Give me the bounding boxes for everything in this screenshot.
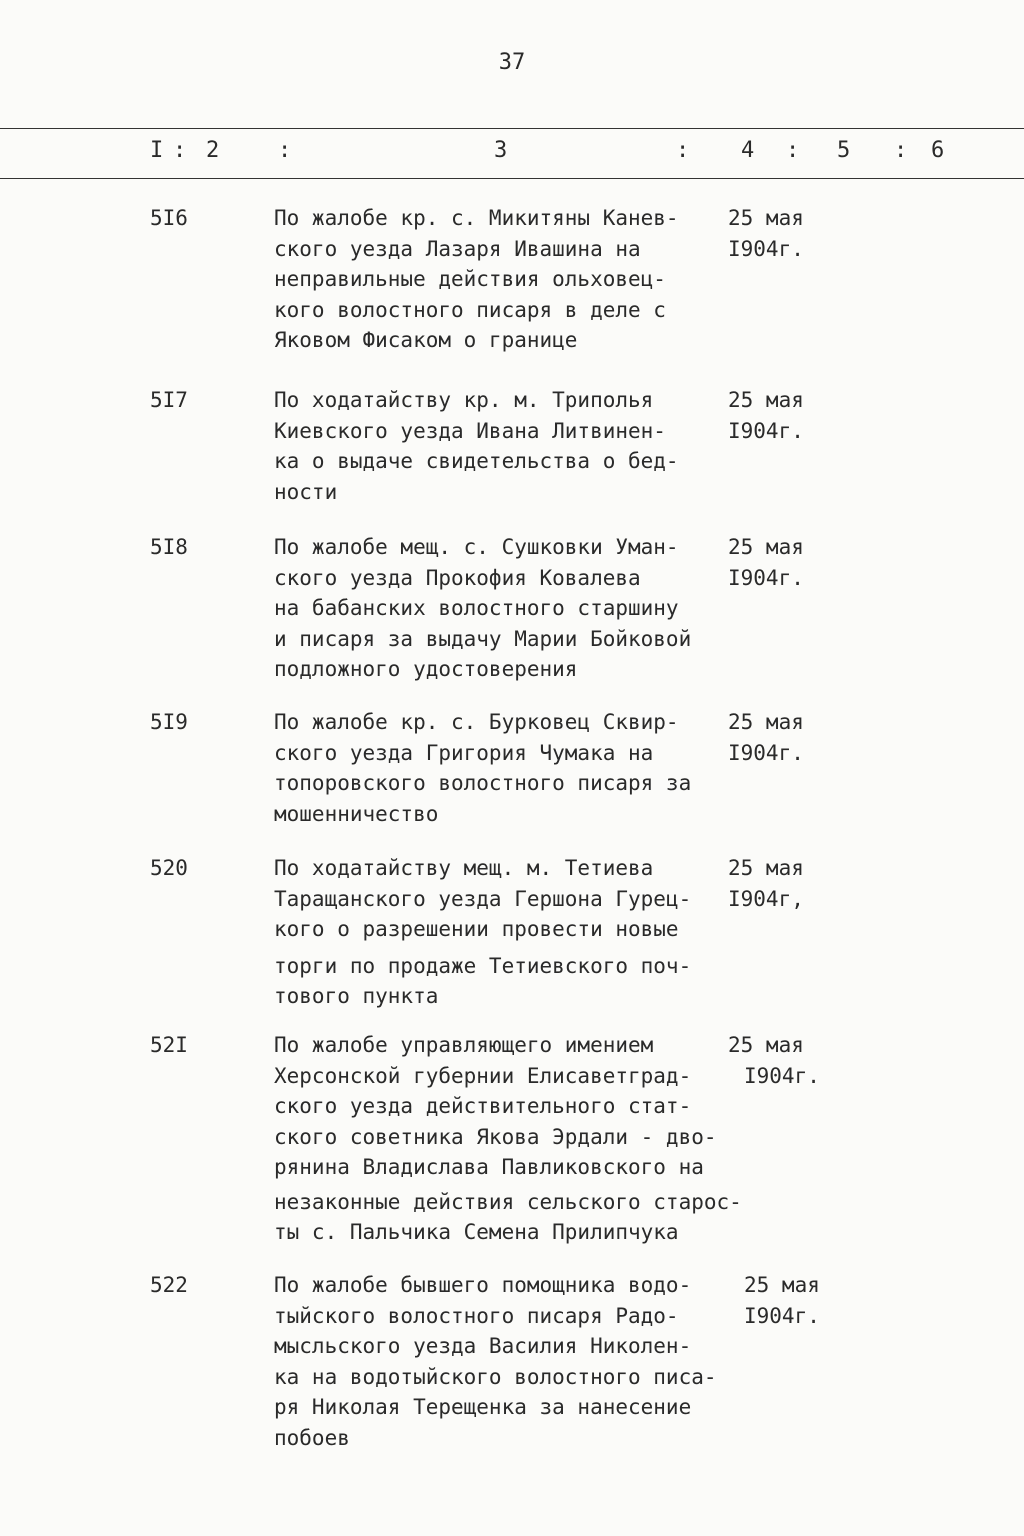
entry-description xyxy=(274,853,744,1012)
entry-date xyxy=(728,532,848,593)
header-col-1: I xyxy=(150,138,164,163)
description-line: ского уезда Лазаря Ивашина на xyxy=(274,236,641,261)
table-row xyxy=(0,1030,1024,1250)
description-line: на бабанских волостного старшину xyxy=(274,596,679,620)
description-line: Яковом Фисаком о границе xyxy=(274,328,578,352)
description-line: ка о выдаче свидетельства о бед- xyxy=(274,449,679,473)
table-row xyxy=(0,532,1024,687)
header-separator: : xyxy=(278,138,292,163)
entry-number: 5I9 xyxy=(150,710,188,734)
description-line: незаконные действия сельского старос- xyxy=(274,1189,742,1214)
entry-number: 52I xyxy=(150,1033,188,1057)
description-line: подложного удостоверения xyxy=(274,657,578,681)
header-col-4: 4 xyxy=(741,138,755,163)
description-line: побоев xyxy=(274,1425,350,1450)
description-line: ского уезда действительного стат- xyxy=(274,1094,692,1118)
header-separator: : xyxy=(894,138,908,163)
description-line: ка на водотыйского волостного писа- xyxy=(274,1364,717,1389)
entry-date xyxy=(728,853,848,914)
description-line: кого волостного писаря в деле с xyxy=(274,297,666,322)
description-line: По ходатайству кр. м. Триполья xyxy=(274,388,654,412)
page-number: 37 xyxy=(498,50,526,75)
description-line: мысльского уезда Василия Николен- xyxy=(274,1334,692,1358)
description-line: ты с. Пальчика Семена Прилипчука xyxy=(274,1220,679,1244)
description-line: По ходатайству мещ. м. Тетиева xyxy=(274,856,654,880)
date-day: 25 мая xyxy=(728,1033,804,1057)
entry-date xyxy=(728,203,848,264)
date-year: I904г. xyxy=(728,740,804,765)
description-line: По жалобе кр. с. Бурковец Сквир- xyxy=(274,710,679,734)
description-line: ности xyxy=(274,479,338,504)
description-line: торги по продаже Тетиевского поч- xyxy=(274,953,692,978)
entry-number: 522 xyxy=(150,1273,188,1297)
description-line: ского уезда Прокофия Ковалева xyxy=(274,565,641,590)
description-line: Киевского уезда Ивана Литвинен- xyxy=(274,418,666,443)
description-line: По жалобе управляющего имением xyxy=(274,1033,654,1057)
description-line: По жалобе мещ. с. Сушковки Уман- xyxy=(274,535,679,559)
header-separator: : xyxy=(173,138,187,163)
description-line: неправильные действия ольховец- xyxy=(274,267,666,291)
date-day: 25 мая xyxy=(728,206,804,230)
description-line: Херсонской губернии Елисаветград- xyxy=(274,1063,692,1088)
date-year: I904г. xyxy=(728,565,804,590)
date-day: 25 мая xyxy=(744,1273,820,1297)
description-line: мошенничество xyxy=(274,801,439,826)
table-row xyxy=(0,1270,1024,1460)
entry-description xyxy=(274,707,744,829)
description-line: Таращанского уезда Гершона Гурец- xyxy=(274,886,692,911)
description-line: тового пункта xyxy=(274,984,439,1008)
date-day: 25 мая xyxy=(728,856,804,880)
entry-description xyxy=(274,532,744,685)
header-col-6: 6 xyxy=(931,138,945,163)
description-line: топоровского волостного писаря за xyxy=(274,771,692,795)
entry-number: 5I7 xyxy=(150,388,188,412)
date-year: I904г. xyxy=(728,236,804,261)
header-separator: : xyxy=(786,138,800,163)
table-row xyxy=(0,385,1024,510)
entry-number: 5I8 xyxy=(150,535,188,559)
entry-number: 5I6 xyxy=(150,206,188,230)
table-row xyxy=(0,707,1024,832)
entry-description xyxy=(274,203,744,356)
description-line: ря Николая Терещенка за нанесение xyxy=(274,1395,692,1419)
table-row xyxy=(0,853,1024,1013)
description-line: кого о разрешении провести новые xyxy=(274,917,679,941)
description-line: рянина Владислава Павликовского на xyxy=(274,1155,704,1179)
header-separator: : xyxy=(676,138,690,163)
description-line: ского советника Якова Эрдали - дво- xyxy=(274,1124,717,1149)
date-year: I904г. xyxy=(728,418,804,443)
header-col-5: 5 xyxy=(837,138,851,163)
entry-date xyxy=(728,707,848,768)
description-line: и писаря за выдачу Марии Бойковой xyxy=(274,626,692,651)
entry-description xyxy=(274,1270,744,1453)
description-line: По жалобе кр. с. Микитяны Канев- xyxy=(274,206,679,230)
entry-description xyxy=(274,1030,744,1248)
date-day: 25 мая xyxy=(728,710,804,734)
date-year: I904г, xyxy=(728,886,804,911)
date-day: 25 мая xyxy=(728,388,804,412)
entry-date xyxy=(728,1030,848,1091)
entry-number: 520 xyxy=(150,856,188,880)
table-row xyxy=(0,203,1024,358)
header-bottom-rule xyxy=(0,178,1024,179)
entry-date xyxy=(744,1270,864,1331)
header-top-rule xyxy=(0,128,1024,129)
header-col-2: 2 xyxy=(206,138,220,163)
date-year: I904г. xyxy=(744,1063,820,1088)
entry-description xyxy=(274,385,744,507)
date-day: 25 мая xyxy=(728,535,804,559)
header-col-3: 3 xyxy=(494,138,508,163)
date-year: I904г. xyxy=(744,1303,820,1328)
entry-date xyxy=(728,385,848,446)
description-line: ского уезда Григория Чумака на xyxy=(274,740,654,765)
description-line: тыйского волостного писаря Радо- xyxy=(274,1303,679,1328)
table-header xyxy=(0,138,1024,168)
description-line: По жалобе бывшего помощника водо- xyxy=(274,1273,692,1297)
